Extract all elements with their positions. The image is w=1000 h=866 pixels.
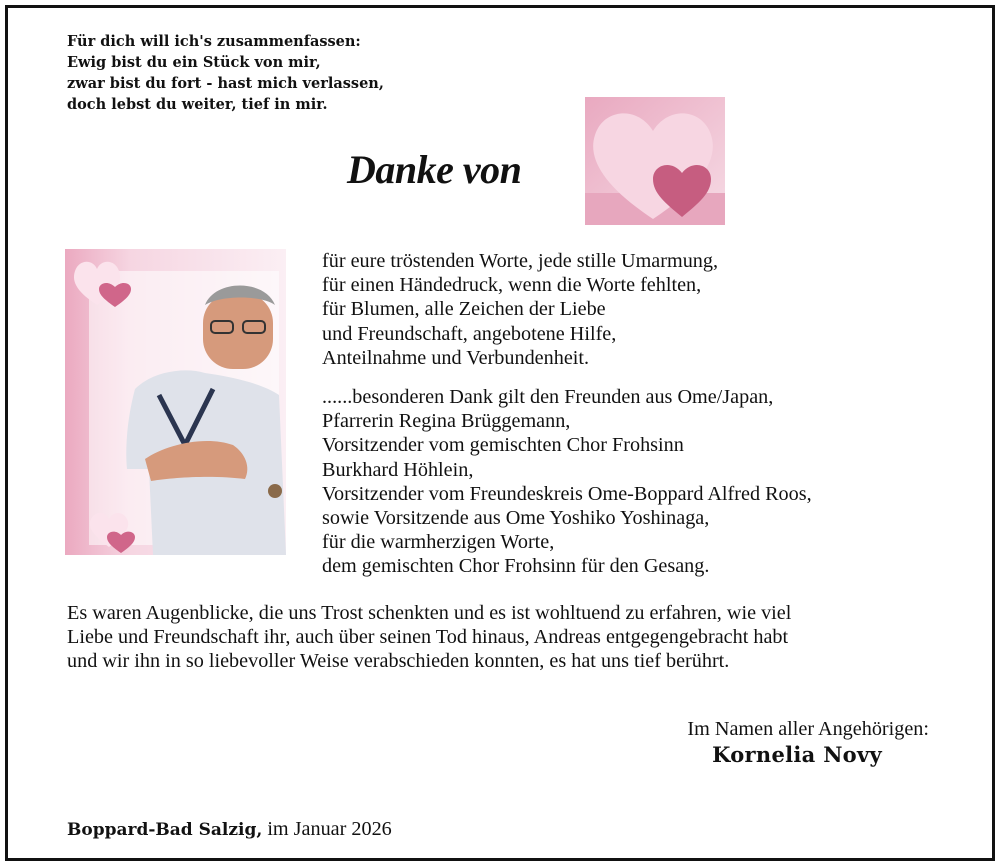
poem bbox=[67, 31, 384, 115]
text-line: dem gemischten Chor Frohsinn für den Gesang. bbox=[322, 555, 710, 578]
text-line: Es waren Augenblicke, die uns Trost schenkten und es ist wohltuend zu erfahren, wie viel bbox=[67, 602, 792, 624]
text-line: ......besonderen Dank gilt den Freunden aus Ome/Japan, bbox=[322, 386, 774, 408]
special-thanks-paragraph bbox=[322, 385, 812, 579]
text-line: Burkhard Höhlein, bbox=[322, 458, 474, 481]
text-line: Pfarrerin Regina Brüggemann, bbox=[322, 410, 571, 433]
text-line: Liebe und Freundschaft ihr, auch über seinen Tod hinaus, Andreas entgegengebracht habt bbox=[67, 626, 789, 648]
text-line: Anteilnahme und Verbundenheit. bbox=[322, 346, 590, 369]
memorial-photo bbox=[65, 249, 286, 555]
hearts-decoration-icon bbox=[585, 97, 725, 225]
text-line: für eure tröstenden Worte, jede stille Umarmung, bbox=[322, 250, 719, 272]
text-line: Vorsitzender vom Freundeskreis Ome-Boppard Alfred Roos, bbox=[322, 482, 812, 505]
text-line: Vorsitzender vom gemischten Chor Frohsinn bbox=[322, 434, 684, 457]
page-title: Danke von bbox=[347, 147, 522, 192]
poem-line: doch lebst du weiter, tief in mir. bbox=[67, 96, 328, 113]
poem-line: Für dich will ich's zusammenfassen: bbox=[67, 33, 361, 50]
text-line: für die warmherzigen Worte, bbox=[322, 531, 555, 554]
signature-label: Im Namen aller Angehörigen: bbox=[687, 718, 929, 740]
text-line: und Freundschaft, angebotene Hilfe, bbox=[322, 322, 617, 345]
place-town: Boppard-Bad Salzig, bbox=[67, 820, 263, 840]
text-line: für Blumen, alle Zeichen der Liebe bbox=[322, 298, 606, 321]
poem-line: zwar bist du fort - hast mich verlassen, bbox=[67, 75, 384, 92]
thanks-paragraph bbox=[322, 249, 718, 370]
place-and-date bbox=[67, 818, 392, 841]
text-line: sowie Vorsitzende aus Ome Yoshiko Yoshinaga, bbox=[322, 507, 710, 530]
closing-paragraph bbox=[67, 601, 791, 673]
text-line: für einen Händedruck, wenn die Worte fehlten, bbox=[322, 274, 702, 297]
signature-name: Kornelia Novy bbox=[712, 742, 882, 767]
place-date: im Januar 2026 bbox=[267, 818, 392, 840]
poem-line: Ewig bist du ein Stück von mir, bbox=[67, 54, 321, 71]
text-line: und wir ihn in so liebevoller Weise verabschieden konnten, es hat uns tief berührt. bbox=[67, 650, 730, 672]
